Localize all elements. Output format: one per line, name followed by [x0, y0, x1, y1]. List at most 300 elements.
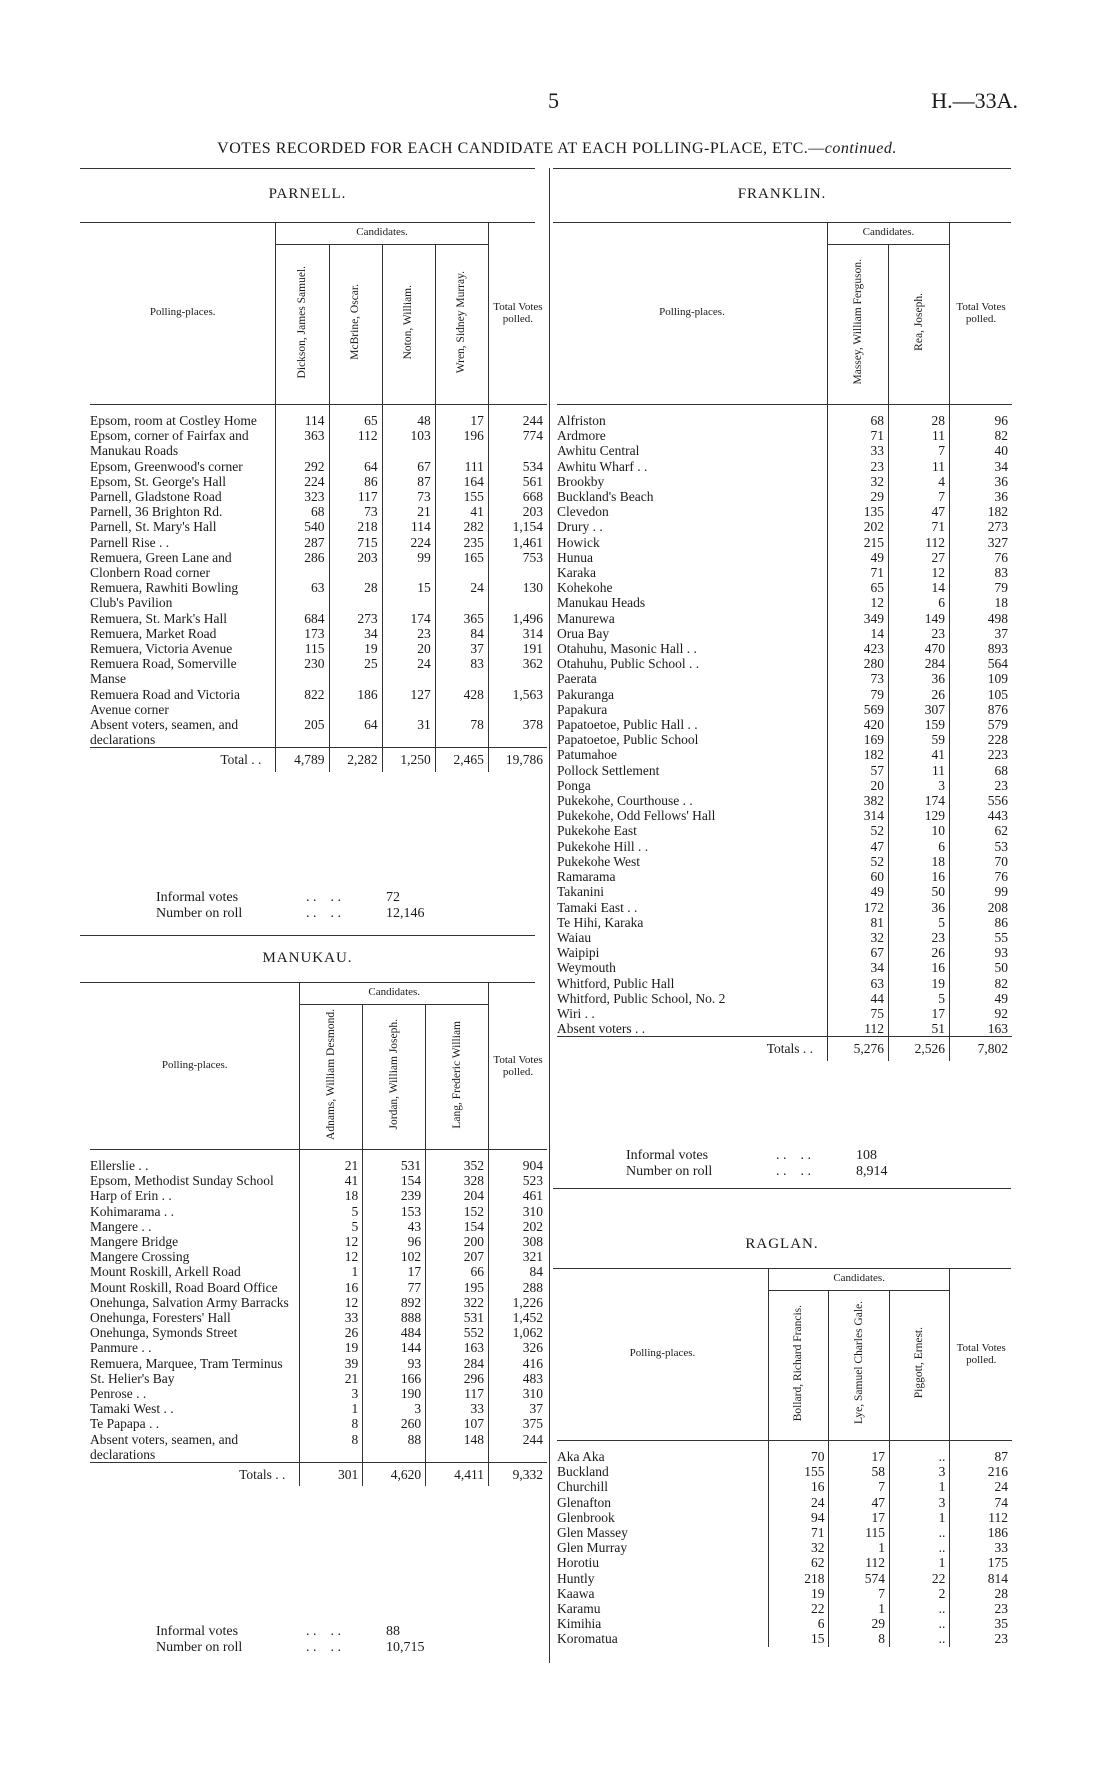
table-row	[557, 459, 1012, 474]
total-votes: 28	[950, 1586, 1012, 1601]
candidate-votes: 32	[828, 930, 889, 945]
total-votes-header: Total Votes polled.	[489, 982, 547, 1150]
table-row	[90, 1249, 547, 1264]
candidate-votes: 23	[828, 459, 889, 474]
total-votes: 33	[950, 1540, 1012, 1555]
candidate-votes: 22	[889, 1571, 949, 1586]
polling-place: Mangere Bridge	[90, 1234, 179, 1250]
candidate-votes: 18	[889, 854, 950, 869]
candidate-votes: 7	[829, 1479, 890, 1494]
candidate-votes: 172	[828, 900, 889, 915]
total-votes: 483	[489, 1371, 547, 1386]
polling-place: Koromatua	[557, 1631, 618, 1647]
candidate-jordan: Jordan, William Joseph.	[363, 1005, 426, 1150]
candidate-votes: 155	[768, 1464, 829, 1479]
total-votes: 23	[950, 778, 1013, 793]
candidate-votes: 205	[276, 717, 329, 748]
table-row	[557, 900, 1012, 915]
table-row	[90, 1280, 547, 1295]
total-votes: 186	[950, 1525, 1012, 1540]
total-votes: 1,062	[489, 1325, 547, 1340]
candidate-mcbrine: McBrine, Oscar.	[329, 245, 382, 405]
candidate-votes: 7	[829, 1586, 890, 1601]
candidate-votes: 44	[828, 991, 889, 1006]
table-row	[90, 1173, 547, 1188]
candidate-votes: 7	[889, 443, 950, 458]
divider	[80, 935, 535, 936]
candidate-votes: 363	[276, 428, 329, 458]
divider	[80, 168, 535, 169]
table-row	[557, 1021, 1012, 1037]
polling-place: Weymouth	[557, 960, 616, 976]
candidate-votes: ..	[889, 1540, 949, 1555]
total-votes: 1,452	[489, 1310, 547, 1325]
polling-place: Remuera Road, Somerville Manse	[90, 656, 237, 687]
table-row	[557, 717, 1012, 732]
table-row	[90, 1219, 547, 1234]
total-votes: 223	[950, 747, 1013, 762]
polling-place: Glenbrook	[557, 1509, 615, 1525]
totals-label: Totals . .	[557, 1037, 828, 1061]
candidate-votes: 29	[829, 1616, 890, 1631]
candidate-wren: Wren, Sidney Murray.	[435, 245, 488, 405]
total-votes: 74	[950, 1495, 1012, 1510]
polling-place: Pukekohe Hill . .	[557, 838, 649, 854]
candidate-votes: 64	[329, 717, 382, 748]
table-row	[90, 1264, 547, 1279]
total-votes: 378	[488, 717, 547, 748]
total-votes: 326	[489, 1340, 547, 1355]
polling-places-header: Polling-places.	[557, 1268, 768, 1441]
table-row	[90, 1340, 547, 1355]
candidate-votes: 37	[435, 641, 488, 656]
polling-place: Whitford, Public School, No. 2	[557, 990, 726, 1006]
candidate-votes: 5	[300, 1219, 363, 1234]
candidates-header: Candidates.	[768, 1268, 950, 1291]
candidate-votes: 26	[889, 687, 950, 702]
candidate-votes: 15	[768, 1631, 829, 1646]
total-votes: 105	[950, 687, 1013, 702]
number-on-roll: 10,715	[386, 1640, 425, 1655]
candidate-votes: 129	[889, 808, 950, 823]
total-votes: 175	[950, 1555, 1012, 1570]
candidate-votes: 284	[889, 656, 950, 671]
table-row	[90, 611, 547, 626]
table-row	[557, 1601, 1012, 1616]
candidate-votes: 3	[889, 1464, 949, 1479]
polling-place: Remuera Road and Victoria Avenue corner	[90, 686, 241, 717]
total-value: 9,332	[489, 1463, 547, 1487]
polling-place: Clevedon	[557, 504, 609, 520]
table-row	[557, 991, 1012, 1006]
candidate-votes: 8	[300, 1416, 363, 1431]
table-row	[557, 884, 1012, 899]
candidate-votes: 218	[768, 1571, 829, 1586]
candidate-votes: 17	[435, 405, 488, 429]
table-row	[557, 778, 1012, 793]
candidate-votes: 1	[889, 1555, 949, 1570]
informal-votes: 72	[386, 890, 400, 905]
informal-label: Informal votes	[156, 1624, 239, 1639]
polling-place: Kaawa	[557, 1585, 595, 1601]
candidate-votes: 114	[382, 519, 435, 534]
candidate-votes: 49	[828, 884, 889, 899]
table-row	[90, 1371, 547, 1386]
candidate-votes: 284	[426, 1356, 489, 1371]
polling-place: Panmure . .	[90, 1340, 152, 1356]
polling-place: Remuera, Rawhiti Bowling Club's Pavilion	[90, 580, 239, 611]
candidate-votes: 365	[435, 611, 488, 626]
polling-place: Mangere . .	[90, 1218, 152, 1234]
total-votes: 203	[488, 504, 547, 519]
polling-place: Manukau Heads	[557, 595, 646, 611]
candidate-votes: 94	[768, 1510, 829, 1525]
total-votes: 93	[950, 945, 1013, 960]
polling-place: Absent voters . .	[557, 1021, 646, 1037]
table-row	[90, 1432, 547, 1463]
polling-place: Te Papapa . .	[90, 1416, 160, 1432]
heading-main: VOTES RECORDED FOR EACH CANDIDATE AT EACH POLLING-PLACE, ETC.—	[217, 140, 825, 157]
candidate-votes: 154	[363, 1173, 426, 1188]
table-row	[90, 1416, 547, 1431]
total-votes: 182	[950, 504, 1013, 519]
candidate-votes: 186	[329, 687, 382, 717]
total-votes: 55	[950, 930, 1013, 945]
candidate-votes: 79	[828, 687, 889, 702]
table-row	[557, 763, 1012, 778]
total-votes: 82	[950, 428, 1013, 443]
polling-place: Absent voters, seamen, and declarations	[90, 1431, 239, 1462]
total-votes: 556	[950, 793, 1013, 808]
total-votes: 163	[950, 1021, 1013, 1037]
candidate-votes: 204	[426, 1188, 489, 1203]
candidate-votes: 68	[276, 504, 329, 519]
candidate-votes: 215	[828, 535, 889, 550]
total-votes: 34	[950, 459, 1013, 474]
table-row	[557, 428, 1012, 443]
polling-place: Waipipi	[557, 945, 600, 961]
candidate-votes: 574	[829, 1571, 890, 1586]
total-votes: 109	[950, 671, 1013, 686]
candidate-votes: 32	[768, 1540, 829, 1555]
candidate-votes: 73	[828, 671, 889, 686]
candidate-votes: 6	[889, 595, 950, 610]
table-row	[557, 808, 1012, 823]
total-value: 7,802	[950, 1037, 1013, 1061]
total-votes: 362	[488, 656, 547, 686]
polling-place: Remuera, Victoria Avenue	[90, 641, 233, 657]
candidate-votes: 21	[300, 1150, 363, 1174]
candidate-votes: 84	[435, 626, 488, 641]
polling-place: Paerata	[557, 671, 597, 687]
candidate-votes: 12	[300, 1234, 363, 1249]
candidate-votes: 1	[300, 1264, 363, 1279]
polling-place: Epsom, Greenwood's corner	[90, 458, 243, 474]
table-row	[90, 1386, 547, 1401]
polling-place: Papatoetoe, Public Hall . .	[557, 717, 698, 733]
table-row	[557, 474, 1012, 489]
polling-place: Glen Murray	[557, 1540, 628, 1556]
candidate-votes: 71	[889, 519, 950, 534]
polling-place: Penrose . .	[90, 1386, 147, 1402]
total-votes: 99	[950, 884, 1013, 899]
polling-place: Parnell, 36 Brighton Rd.	[90, 504, 223, 520]
polling-place: Karaka	[557, 565, 596, 581]
total-votes: 18	[950, 595, 1013, 610]
total-value: 2,465	[435, 748, 488, 772]
informal-label: Informal votes	[156, 890, 239, 905]
polling-place: Pakuranga	[557, 686, 614, 702]
candidate-votes: 57	[828, 763, 889, 778]
total-votes: 564	[950, 656, 1013, 671]
candidate-votes: 531	[363, 1150, 426, 1174]
candidate-votes: 892	[363, 1295, 426, 1310]
franklin-table	[557, 222, 1012, 1061]
total-votes: 774	[488, 428, 547, 458]
table-row	[557, 1495, 1012, 1510]
candidate-votes: 67	[382, 459, 435, 474]
candidate-votes: 99	[382, 550, 435, 580]
table-row	[90, 717, 547, 748]
table-row	[557, 793, 1012, 808]
total-votes: 244	[488, 405, 547, 429]
candidate-votes: 41	[889, 747, 950, 762]
candidate-votes: 96	[363, 1234, 426, 1249]
total-votes: 1,461	[488, 535, 547, 550]
total-votes: 24	[950, 1479, 1012, 1494]
total-value: 301	[300, 1463, 363, 1487]
candidate-votes: 1	[829, 1601, 890, 1616]
candidate-votes: 165	[435, 550, 488, 580]
total-votes: 523	[489, 1173, 547, 1188]
candidate-votes: 107	[426, 1416, 489, 1431]
candidate-votes: 19	[300, 1340, 363, 1355]
candidate-votes: 8	[300, 1432, 363, 1463]
candidate-votes: 7	[889, 489, 950, 504]
polling-place: Pukekohe West	[557, 853, 641, 869]
candidate-votes: 1	[300, 1401, 363, 1416]
table-row	[557, 626, 1012, 641]
candidate-votes: 16	[300, 1280, 363, 1295]
total-value: 4,620	[363, 1463, 426, 1487]
candidate-votes: 235	[435, 535, 488, 550]
polling-place: Pukekohe, Odd Fellows' Hall	[557, 808, 716, 824]
candidate-votes: 12	[300, 1249, 363, 1264]
candidate-votes: 239	[363, 1188, 426, 1203]
candidate-votes: 1	[889, 1479, 949, 1494]
candidate-votes: 3	[889, 778, 950, 793]
total-votes: 62	[950, 823, 1013, 838]
candidate-votes: 540	[276, 519, 329, 534]
table-row	[557, 1441, 1012, 1465]
candidate-votes: 155	[435, 489, 488, 504]
table-row	[557, 595, 1012, 610]
polling-place: Papakura	[557, 701, 608, 717]
table-row	[90, 1295, 547, 1310]
polling-place: Kohekohe	[557, 580, 613, 596]
candidate-lang: Lang, Frederic William	[426, 1005, 489, 1150]
candidate-votes: 63	[828, 976, 889, 991]
polling-place: Brookby	[557, 473, 605, 489]
polling-place: Ponga	[557, 777, 591, 793]
candidate-votes: 428	[435, 687, 488, 717]
table-row	[557, 854, 1012, 869]
candidate-votes: 112	[828, 1021, 889, 1037]
total-votes: 228	[950, 732, 1013, 747]
divider	[553, 1188, 1011, 1189]
candidate-votes: 86	[329, 474, 382, 489]
candidate-votes: 103	[382, 428, 435, 458]
total-votes: 202	[489, 1219, 547, 1234]
candidate-votes: ..	[889, 1525, 949, 1540]
candidate-votes: 322	[426, 1295, 489, 1310]
polling-place: Remuera, Market Road	[90, 625, 217, 641]
candidate-votes: 78	[435, 717, 488, 748]
polling-place: Buckland's Beach	[557, 489, 654, 505]
candidate-votes: 25	[329, 656, 382, 686]
candidate-votes: 715	[329, 535, 382, 550]
table-row	[90, 656, 547, 686]
polling-place: Whitford, Public Hall	[557, 975, 675, 991]
raglan-title: RAGLAN.	[745, 1236, 819, 1252]
table-row	[557, 489, 1012, 504]
candidate-votes: 207	[426, 1249, 489, 1264]
candidate-votes: 224	[276, 474, 329, 489]
polling-place: Epsom, corner of Fairfax and Manukau Roads	[90, 428, 249, 459]
total-votes: 310	[489, 1386, 547, 1401]
candidate-votes: 49	[828, 550, 889, 565]
polling-place: Glenafton	[557, 1494, 611, 1510]
table-row	[90, 459, 547, 474]
polling-place: Pollock Settlement	[557, 762, 660, 778]
totals-row	[90, 1463, 547, 1487]
candidate-votes: 173	[276, 626, 329, 641]
table-row	[557, 1479, 1012, 1494]
candidate-votes: 127	[382, 687, 435, 717]
polling-place: Wiri . .	[557, 1005, 595, 1021]
table-row	[557, 504, 1012, 519]
polling-place: Epsom, Methodist Sunday School	[90, 1173, 274, 1189]
total-votes: 76	[950, 869, 1013, 884]
table-row	[90, 504, 547, 519]
polling-place: Mount Roskill, Arkell Road	[90, 1264, 241, 1280]
candidate-votes: 152	[426, 1204, 489, 1219]
totals-label: Totals . .	[90, 1463, 300, 1487]
table-row	[557, 930, 1012, 945]
candidate-votes: 182	[828, 747, 889, 762]
candidate-votes: 71	[768, 1525, 829, 1540]
candidate-votes: 27	[889, 550, 950, 565]
total-votes-header: Total Votes polled.	[950, 222, 1013, 405]
candidate-votes: 154	[426, 1219, 489, 1234]
polling-place: Howick	[557, 534, 600, 550]
candidate-votes: 19	[889, 976, 950, 991]
polling-place: Otahuhu, Public School . .	[557, 656, 700, 672]
total-value: 19,786	[488, 748, 547, 772]
total-votes: 216	[950, 1464, 1012, 1479]
candidate-votes: 282	[435, 519, 488, 534]
table-row	[557, 1555, 1012, 1570]
candidate-votes: 16	[889, 869, 950, 884]
total-votes: 130	[488, 580, 547, 610]
table-row	[90, 405, 547, 429]
table-row	[557, 1631, 1012, 1646]
document-reference: H.—33A.	[931, 88, 1018, 113]
polling-place: Horotiu	[557, 1555, 599, 1571]
number-on-roll: 12,146	[386, 906, 425, 921]
polling-place: Hunua	[557, 549, 593, 565]
polling-place: Drury . .	[557, 519, 603, 535]
candidate-votes: 115	[276, 641, 329, 656]
total-votes: 244	[489, 1432, 547, 1463]
table-row	[557, 687, 1012, 702]
polling-place: Te Hihi, Karaka	[557, 914, 644, 930]
total-votes: 92	[950, 1006, 1013, 1021]
candidate-votes: 15	[382, 580, 435, 610]
candidate-votes: 328	[426, 1173, 489, 1188]
candidate-votes: 67	[828, 945, 889, 960]
table-row	[557, 405, 1012, 429]
candidate-votes: 19	[768, 1586, 829, 1601]
candidate-votes: 117	[426, 1386, 489, 1401]
candidate-votes: 280	[828, 656, 889, 671]
total-votes: 561	[488, 474, 547, 489]
total-votes: 76	[950, 550, 1013, 565]
candidate-votes: 17	[363, 1264, 426, 1279]
candidate-rea: Rea, Joseph.	[889, 245, 950, 405]
total-votes: 83	[950, 565, 1013, 580]
total-value: 2,526	[889, 1037, 950, 1061]
candidate-votes: 202	[828, 519, 889, 534]
candidate-votes: 88	[363, 1432, 426, 1463]
table-row	[557, 732, 1012, 747]
candidate-votes: 81	[828, 915, 889, 930]
candidate-votes: 135	[828, 504, 889, 519]
total-votes: 321	[489, 1249, 547, 1264]
candidate-votes: 230	[276, 656, 329, 686]
table-row	[90, 535, 547, 550]
total-votes: 37	[950, 626, 1013, 641]
candidate-votes: 51	[889, 1021, 950, 1037]
candidate-votes: 19	[329, 641, 382, 656]
polling-place: Kohimarama . .	[90, 1203, 174, 1219]
table-row	[90, 687, 547, 717]
candidate-votes: 260	[363, 1416, 426, 1431]
total-votes: 416	[489, 1356, 547, 1371]
candidate-votes: 75	[828, 1006, 889, 1021]
candidate-votes: 52	[828, 854, 889, 869]
candidate-votes: ..	[889, 1616, 949, 1631]
polling-place: Onehunga, Salvation Army Barracks	[90, 1294, 289, 1310]
table-row	[557, 611, 1012, 626]
table-row	[557, 1616, 1012, 1631]
candidate-votes: 149	[889, 611, 950, 626]
candidate-votes: 1	[889, 1510, 949, 1525]
candidate-votes: 5	[889, 991, 950, 1006]
polling-place: Orua Bay	[557, 625, 610, 641]
polling-place: Alfriston	[557, 413, 606, 428]
candidate-votes: 26	[889, 945, 950, 960]
candidate-votes: 12	[828, 595, 889, 610]
total-votes: 314	[488, 626, 547, 641]
polling-place: Papatoetoe, Public School	[557, 732, 699, 748]
candidate-votes: 114	[276, 405, 329, 429]
total-votes-header: Total Votes polled.	[950, 1268, 1012, 1441]
table-row	[557, 1006, 1012, 1021]
candidate-votes: 3	[300, 1386, 363, 1401]
candidate-votes: 31	[382, 717, 435, 748]
informal-votes: 88	[386, 1624, 400, 1639]
